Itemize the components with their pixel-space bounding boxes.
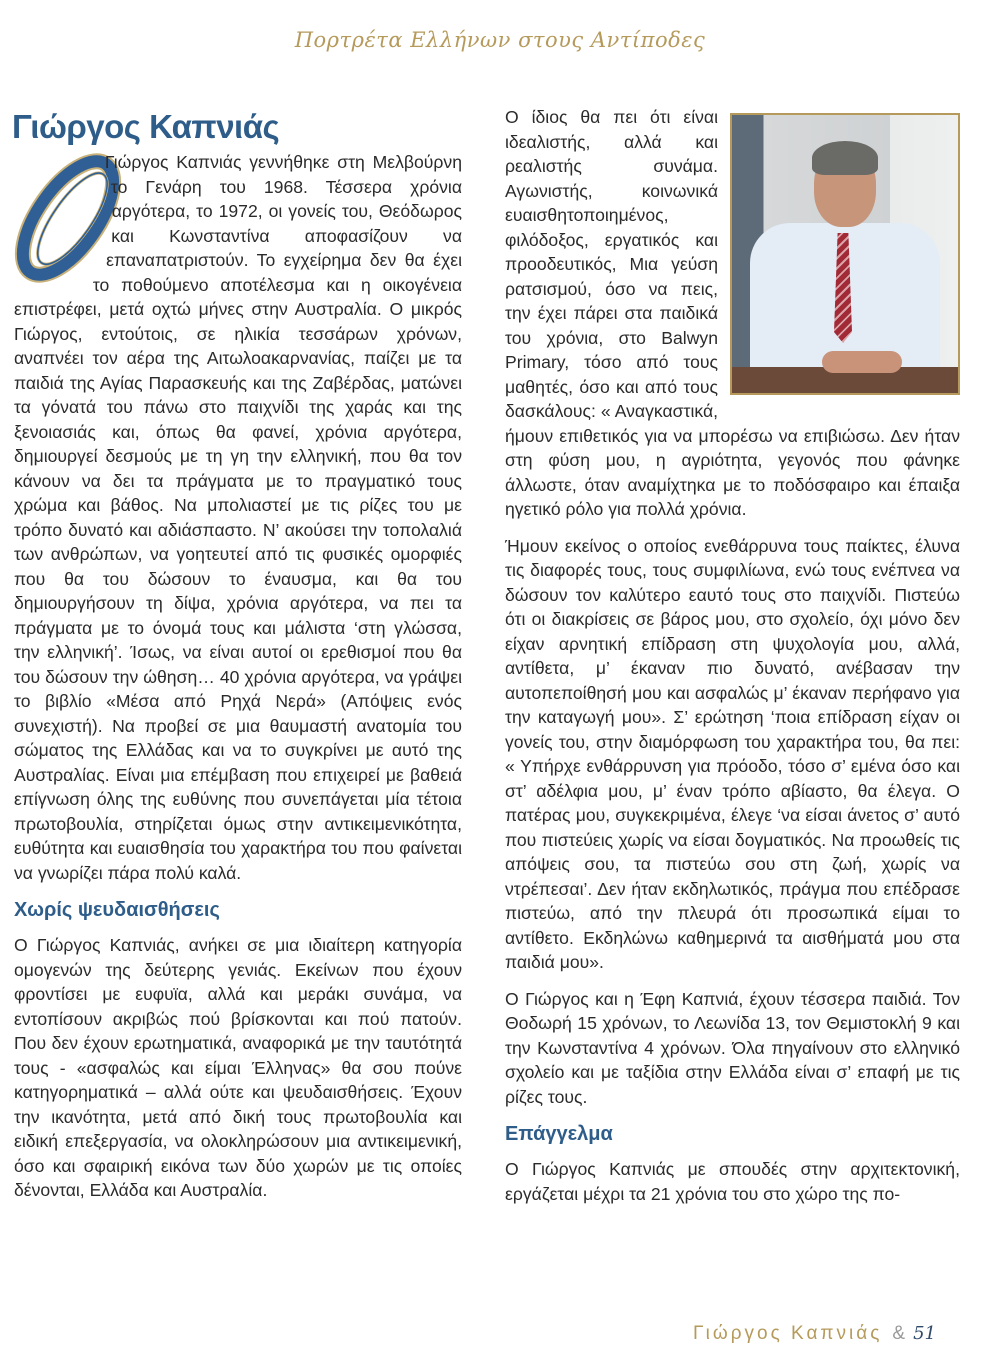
intro-paragraph: Γιώργος Καπνιάς γεννήθηκε στη Μελβούρνη το Γενάρη του 1968. Τέσσερα χρόνια αργότερα, το 1972, οι γονείς του, Θεόδωρος και Κωνσταντίνα αποφασίζουν να επαναπατριστούν. Το εγχείρημα δεν θα έχει το ποθούμενο αποτέλεσμα και η οικογένεια επιστρέφει, μετά οχτώ μήνες στην Αυστραλία. Ο μικρός Γιώργος, εντούτοις, σε ηλικία τεσσάρων χρόνων, αναπνέει τον αέρα της Αιτωλοακαρνανίας, παίζει με τα παιδιά της Αγίας Παρασκευής και της Ζαβέρδας, ματώνει τα γόνατά του πάνω στο παιχνίδι της χαράς και της ξενοιασιάς και, όπως θα φανεί, χρόνια αργότερα, δημιουργεί δεσμούς με τη γη την ελληνική, που θα τον κάνουν να δει τα πράγματα με το πραγματικό τους χρώμα και βάθος. Να μπολιαστεί με τις ρίζες του με τρόπο δυνατό και αδιάσπαστο. Ν’ ακούσει την τοπολαλιά των ανθρώπων, να γοητευτεί από τις φυσικές ομορφιές που θα του δώσουν το έναυσμα, και θα του δημιουργήσουν τη δίψα, χρόνια αργότερα, να πει τα πράγματα με το όνομά τους και μάλιστα ‘στη γλώσσα, την ελληνική’. Ίσως, να είναι αυτοί οι ερεθισμοί που θα του δώσουν την ώθηση… 40 χρόνια αργότερα, να γράψει το βιβλίο «Μέσα από Ρηχά Νερά» (Απόψεις ενός συνεχιστή). Να προβεί σε μια θαυμαστή ανατομία του σώματος της Ελλάδας και να το συγκρίνει με αυτό της Αυστραλίας. Είναι μια επέμβαση που επιχειρεί με βαθειά επίγνωση όλης της ευθύνης που συνεπάγεται μία τέτοια πρωτοβουλία, στηρίζεται όμως στην αντικειμενικότητα, ευθύτητα και ευαισθησία του χαρακτήρα του που φαίνεται να γνωρίζει πάρα πολύ καλά.	[14, 152, 462, 883]
ideals-paragraph: Ο ίδιος θα πει ότι είναι ιδεαλιστής, αλλά και ρεαλιστής συνάμα. Αγωνιστής, κοινωνικά ευαισθητοποιημένος, φιλόδοξος, εργατικός και προοδευτικός, Μια γεύση ρατσισμού, όσο να πεις, την έχει πάρει στα παιδικά του χρόνια, στο Balwyn Primary, τόσο από τους μαθητές, όσο και από τους δασκάλους: « Αναγκαστικά, ήμουν επιθετικός για να μπορέσω να επιβιώσω. Δεν ήταν στη φύση μου, η αγριότητα, γεγονός που φάνηκε άλλωστε, όταν αναμίχτηκα με το ποδόσφαιρο και έπαιξα ηγετικό ρόλο για πολλά χρόνια.	[505, 107, 960, 519]
profession-paragraph: Ο Γιώργος Καπνιάς με σπουδές στην αρχιτεκτονική, εργάζεται μέχρι τα 21 χρόνια του στο χώρο της πο-	[505, 1159, 960, 1204]
leadership-paragraph: Ήμουν εκείνος ο οποίος ενεθάρρυνα τους παίκτες, έλυνα τις διαφορές τους, τους συμφιλίωνα, ενώ τους ενέπνεα να δώσουν τον καλύτερο εαυτό τους στο παιχνίδι. Πιστεύω ότι οι διακρίσεις σε βάρος μου, στο σχολείο, όχι μόνο δεν είχαν αρνητική επίδραση στη ψυχολογία μου, αλλά, αντίθετα, μ’ έκαναν πιο δυνατό, ανέβασαν την αυτοπεποίθησή μου και ασφαλώς μ’ έκαναν περήφανο για την καταγωγή μου». Σ’ ερώτηση ‘ποια επίδραση είχαν οι γονείς του, στην διαμόρφωση του χαρακτήρα του, θα πει: « Υπήρχε ενθάρρυνση για πρόοδο, τόσο σ’ εμένα όσο και στ’ αδέλφια μου, μ’ έναν τρόπο αβίαστο, θα έλεγα. Ο πατέρας μου, συγκεκριμένα, έλεγε ‘να είσαι άνετος σ’ αυτό που πιστεύεις χωρίς να είσαι δογματικός. Να προωθείς τις απόψεις σου, τα πιστεύω σου στη ζωή, χωρίς να ντρέπεσαι’. Δεν ήταν εκδηλωτικός, πράγμα που επέδρασε πιστεύω, από την πλευρά ότι προσωπικά είμαι το αντίθετο. Εκδηλώνω καθημερινά τα αισθήματά μου στα παιδιά μου».	[505, 535, 960, 972]
family-paragraph: Ο Γιώργος και η Έφη Καπνιά, έχουν τέσσερα παιδιά. Τον Θοδωρή 15 χρόνων, το Λεωνίδα 13, τον Θεμιστοκλή 9 και την Κωνσταντίνα 4 χρόνων. Όλα πηγαίνουν στο ελληνικό σχολείο και με ταξίδια στην Ελλάδα είναι σ’ επαφή με τις ρίζες τους.	[505, 988, 960, 1107]
portrait-photo	[730, 113, 960, 395]
right-column	[505, 105, 960, 1206]
page-number: 51	[913, 1323, 936, 1344]
left-column	[14, 150, 462, 1203]
ampersand-ornament-icon: &	[892, 1323, 906, 1344]
photo-hands	[822, 351, 902, 373]
section-heading-no-illusions: Χωρίς ψευδαισθήσεις	[14, 899, 220, 921]
footer-name: Γιώργος Καπνιάς	[692, 1323, 883, 1344]
article-title: Γιώργος Καπνιάς	[12, 108, 280, 145]
running-head: Πορτρέτα Ελλήνων στους Αντίποδες	[294, 28, 706, 52]
photo-hair	[812, 141, 878, 175]
no-illusions-paragraph: Ο Γιώργος Καπνιάς, ανήκει σε μια ιδιαίτερη κατηγορία ομογενών της δεύτερης γενιάς. Εκείνων που έχουν φροντίσει με ευφυϊα, αλλά και μεράκι συνάμα, να εντοπίσουν ακριβώς πού βρίσκονται και πού πατούν. Που δεν έχουν ερωτηματικά, αναφορικά με την ταυτότητά τους - «ασφαλώς και είμαι Έλληνας» θα σου πούνε κατηγορηματικά – αλλά ούτε και ψευδαισθήσεις. Έχουν την ικανότητα, μετά από δική τους πρωτοβουλία και ειδική επεξεργασία, να ολοκληρώσουν μια αντικειμενική, όσο και σφαιρική εικόνα των δύο χωρών με τις οποίες δένονται, Ελλάδα και Αυστραλία.	[14, 935, 462, 1200]
page-footer	[693, 1323, 936, 1345]
section-heading-profession: Επάγγελμα	[505, 1123, 613, 1145]
